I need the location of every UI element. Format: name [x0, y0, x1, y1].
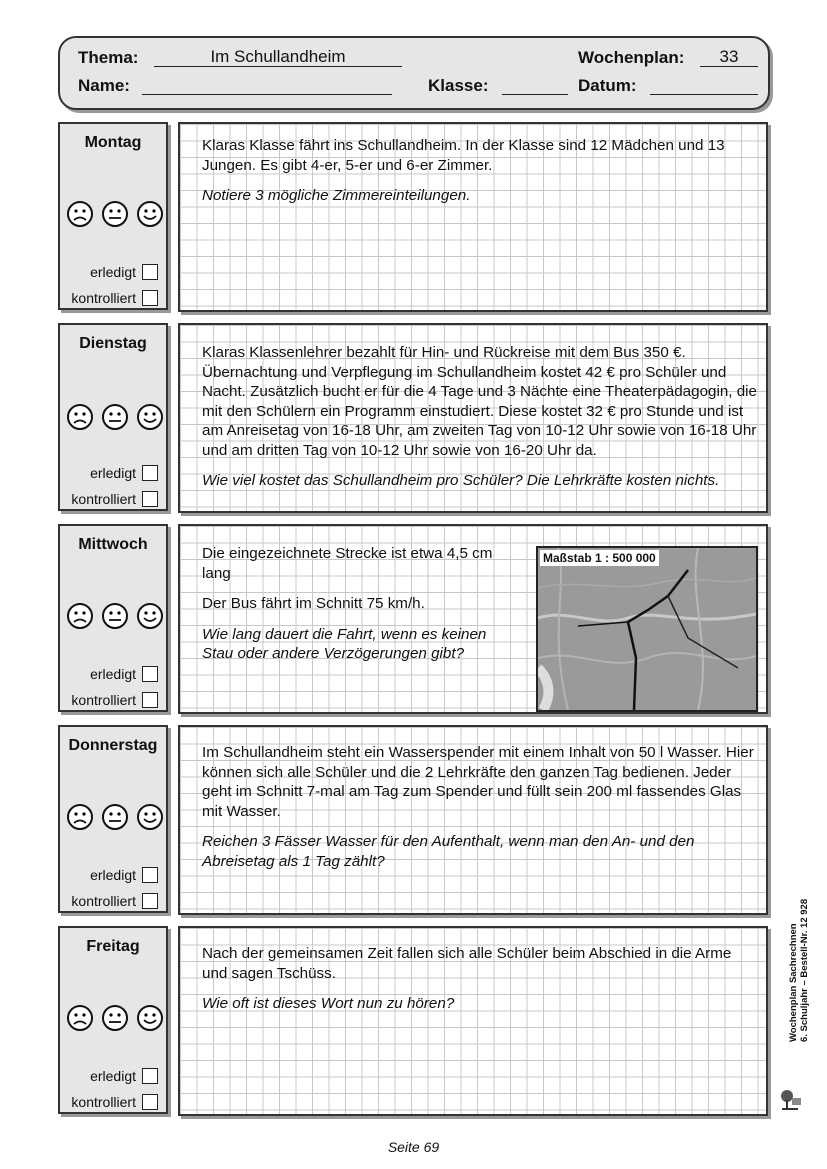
header-row-top — [78, 48, 754, 72]
name-field[interactable] — [142, 76, 392, 95]
erledigt-label: erledigt — [90, 1068, 136, 1084]
kontrolliert-checkbox[interactable] — [71, 692, 158, 708]
task-text — [202, 136, 757, 217]
erledigt-label: erledigt — [90, 867, 136, 883]
kontrolliert-checkbox[interactable] — [71, 893, 158, 909]
neutral-face-icon[interactable] — [101, 602, 129, 630]
task-box-freitag[interactable] — [178, 926, 768, 1116]
kontrolliert-label: kontrolliert — [71, 290, 136, 306]
kontrolliert-checkbox[interactable] — [71, 290, 158, 306]
checkbox-icon[interactable] — [142, 1068, 158, 1084]
day-name: Freitag — [86, 938, 140, 955]
day-panel-mittwoch — [58, 524, 168, 712]
sad-face-icon[interactable] — [66, 200, 94, 228]
day-name: Montag — [84, 134, 142, 151]
neutral-face-icon[interactable] — [101, 803, 129, 831]
day-name: Mittwoch — [78, 536, 148, 553]
task-text — [202, 544, 502, 675]
map-scale-label: Maßstab 1 : 500 000 — [540, 550, 659, 566]
happy-face-icon[interactable] — [136, 200, 164, 228]
name-label: Name: — [78, 76, 130, 95]
checkbox-icon[interactable] — [142, 1094, 158, 1110]
rating-faces — [66, 803, 164, 833]
checkbox-icon[interactable] — [142, 893, 158, 909]
sad-face-icon[interactable] — [66, 403, 94, 431]
checkbox-icon[interactable] — [142, 867, 158, 883]
happy-face-icon[interactable] — [136, 803, 164, 831]
sad-face-icon[interactable] — [66, 1004, 94, 1032]
datum-label: Datum: — [578, 76, 637, 95]
rating-faces — [66, 602, 164, 632]
task-box-dienstag[interactable] — [178, 323, 768, 513]
side-publisher-text — [788, 899, 810, 1042]
task-text — [202, 944, 757, 1025]
neutral-face-icon[interactable] — [101, 1004, 129, 1032]
checkbox-icon[interactable] — [142, 290, 158, 306]
rating-faces — [66, 403, 164, 433]
thema-label: Thema: — [78, 48, 139, 67]
erledigt-label: erledigt — [90, 264, 136, 280]
happy-face-icon[interactable] — [136, 602, 164, 630]
kontrolliert-checkbox[interactable] — [71, 1094, 158, 1110]
thema-field[interactable]: Im Schullandheim — [154, 48, 402, 67]
route-map — [536, 546, 758, 712]
wochenplan-field[interactable]: 33 — [700, 48, 758, 67]
day-panel-montag — [58, 122, 168, 310]
side-order-number: 6. Schuljahr – Bestell-Nr. 12 928 — [799, 898, 810, 1042]
klasse-label: Klasse: — [428, 76, 489, 95]
task-description: Klaras Klasse fährt ins Schullandheim. In der Klasse sind 12 Mädchen und 13 Jungen. Es gibt 4-er, 5-er und 6-er Zimmer. — [202, 137, 725, 174]
kontrolliert-label: kontrolliert — [71, 893, 136, 909]
task-description: Die eingezeichnete Strecke ist etwa 4,5 cm lang — [202, 545, 493, 582]
erledigt-checkbox[interactable] — [90, 264, 158, 280]
checkbox-icon[interactable] — [142, 491, 158, 507]
erledigt-checkbox[interactable] — [90, 666, 158, 682]
rating-faces — [66, 200, 164, 230]
kontrolliert-checkbox[interactable] — [71, 491, 158, 507]
sad-face-icon[interactable] — [66, 803, 94, 831]
kontrolliert-label: kontrolliert — [71, 491, 136, 507]
task-box-mittwoch[interactable] — [178, 524, 768, 714]
kontrolliert-label: kontrolliert — [71, 692, 136, 708]
neutral-face-icon[interactable] — [101, 403, 129, 431]
checkbox-icon[interactable] — [142, 264, 158, 280]
header-row-bottom — [78, 76, 754, 100]
task-question: Wie lang dauert die Fahrt, wenn es keinen Stau oder andere Verzögerungen gibt? — [202, 625, 487, 662]
task-speed: Der Bus fährt im Schnitt 75 km/h. — [202, 595, 425, 612]
task-description: Klaras Klassenlehrer bezahlt für Hin- und Rückreise mit dem Bus 350 €. Übernachtung und Verpflegung im Schullandheim kostet 42 € pro Schüler und Nacht. Zusätzlich bucht er für die 4 Tage und 3 Nächte eine Theaterpädagogin, die mit den Schülern ein Programm einstudiert. Diese kostet 32 € pro Stunde und ist am Anreisetag von 16-18 Uhr, am zweiten Tag von 10-12 Uhr sowie von 16-18 Uhr und am dritten Tag von 10-12 Uhr sowie von 16-20 Uhr da. — [202, 344, 757, 459]
day-name: Donnerstag — [68, 737, 158, 754]
task-question: Notiere 3 mögliche Zimmereinteilungen. — [202, 187, 471, 204]
datum-field[interactable] — [650, 76, 758, 95]
erledigt-label: erledigt — [90, 465, 136, 481]
task-question: Wie oft ist dieses Wort nun zu hören? — [202, 995, 455, 1012]
page-number: Seite 69 — [387, 1139, 440, 1155]
task-question: Wie viel kostet das Schullandheim pro Schüler? Die Lehrkräfte kosten nichts. — [202, 472, 720, 489]
worksheet-header — [58, 36, 770, 110]
wochenplan-label: Wochenplan: — [578, 48, 685, 67]
erledigt-checkbox[interactable] — [90, 867, 158, 883]
task-box-montag[interactable] — [178, 122, 768, 312]
day-name: Dienstag — [79, 335, 147, 352]
task-text — [202, 743, 757, 882]
publisher-logo-icon — [778, 1088, 802, 1110]
happy-face-icon[interactable] — [136, 403, 164, 431]
rating-faces — [66, 1004, 164, 1034]
task-description: Nach der gemeinsamen Zeit fallen sich alle Schüler beim Abschied in die Arme und sagen Tschüss. — [202, 945, 732, 982]
day-panel-freitag — [58, 926, 168, 1114]
day-panel-donnerstag — [58, 725, 168, 913]
erledigt-checkbox[interactable] — [90, 465, 158, 481]
day-panel-dienstag — [58, 323, 168, 511]
task-box-donnerstag[interactable] — [178, 725, 768, 915]
checkbox-icon[interactable] — [142, 666, 158, 682]
neutral-face-icon[interactable] — [101, 200, 129, 228]
side-title: Wochenplan Sachrechnen — [788, 923, 799, 1042]
checkbox-icon[interactable] — [142, 692, 158, 708]
erledigt-label: erledigt — [90, 666, 136, 682]
erledigt-checkbox[interactable] — [90, 1068, 158, 1084]
sad-face-icon[interactable] — [66, 602, 94, 630]
happy-face-icon[interactable] — [136, 1004, 164, 1032]
task-question: Reichen 3 Fässer Wasser für den Aufenthalt, wenn man den An- und den Abreisetag als 1 Tag zählt? — [202, 833, 695, 870]
checkbox-icon[interactable] — [142, 465, 158, 481]
task-description: Im Schullandheim steht ein Wasserspender mit einem Inhalt von 50 l Wasser. Hier können sich alle Schüler und die 2 Lehrkräfte den ganzen Tag bedienen. Jeder geht im Schnitt 7-mal am Tag zum Spender und füllt sein 200 ml fassendes Glas mit Wasser. — [202, 744, 754, 820]
map-image — [538, 548, 756, 710]
klasse-field[interactable] — [502, 76, 568, 95]
kontrolliert-label: kontrolliert — [71, 1094, 136, 1110]
task-text — [202, 343, 757, 502]
